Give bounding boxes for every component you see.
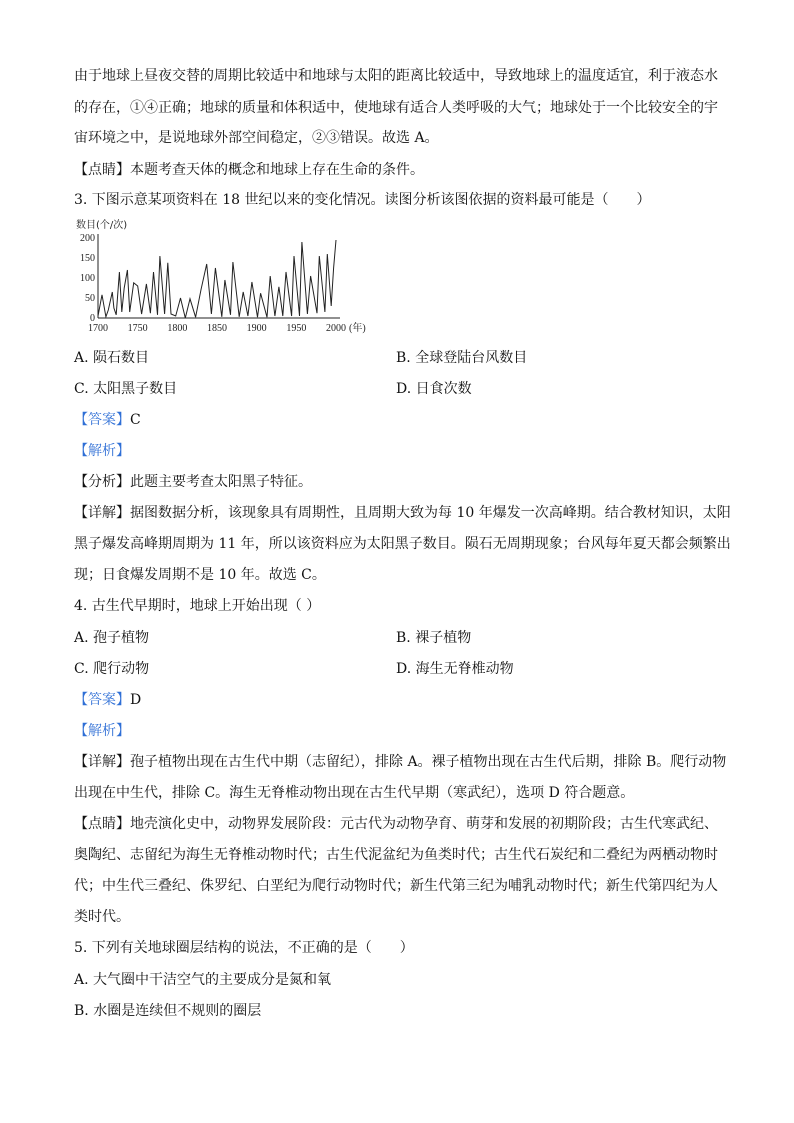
q5-option-a: A. 大气圈中干洁空气的主要成分是氮和氧 <box>74 972 332 988</box>
detail-text: 据图数据分析，该现象具有周期性，且周期大致为每 10 年爆发一次高峰期。结合教材知识，太阳 <box>130 505 731 521</box>
intro-line-1: 由于地球上昼夜交替的周期比较适中和地球与太阳的距离比较适中，导致地球上的温度适宜，利于液态水 <box>74 68 718 84</box>
q3-answer <box>74 410 722 430</box>
q4-detail-line-1 <box>74 752 727 772</box>
answer-tag: 【答案】 <box>74 692 130 708</box>
x-tick-label: 2000 <box>326 323 346 334</box>
point-text: 本题考查天体的概念和地球上存在生命的条件。 <box>130 162 424 178</box>
detail-tag: 【详解】 <box>74 754 130 770</box>
q4-point-line-2: 奥陶纪、志留纪为海生无脊椎动物时代；古生代泥盆纪为鱼类时代；古生代石炭纪和二叠纪为两栖动物时 <box>74 847 718 863</box>
q3-option-d: D. 日食次数 <box>396 381 472 397</box>
q4-detail-line-2: 出现在中生代，排除 C。海生无脊椎动物出现在古生代早期（寒武纪），选项 D 符合题意。 <box>74 785 635 801</box>
intro-point <box>74 160 722 180</box>
chart-xunit: (年) <box>349 323 366 334</box>
q3-analysis-tag <box>74 441 722 461</box>
q4-point-line-1 <box>74 814 722 834</box>
q5-option-b: B. 水圈是连续但不规则的圈层 <box>74 1003 262 1019</box>
intro-line-3: 宙环境之中，是说地球外部空间稳定，②③错误。故选 A。 <box>74 130 439 146</box>
x-tick-label: 1700 <box>88 323 108 334</box>
data-series-line <box>98 240 336 318</box>
chart-svg <box>74 218 374 340</box>
answer-tag: 【答案】 <box>74 412 130 428</box>
chart-ylabel: 数目(个/次) <box>76 220 128 231</box>
x-tick-label: 1900 <box>246 323 267 334</box>
y-tick-label: 200 <box>80 233 95 244</box>
y-tick-label: 0 <box>90 313 95 324</box>
q4-option-a: A. 孢子植物 <box>74 630 150 646</box>
point-tag: 【点睛】 <box>74 816 130 832</box>
q4-point-line-4: 类时代。 <box>74 909 130 925</box>
q5-stem: 5. 下列有关地球圈层结构的说法，不正确的是（ ） <box>74 940 414 956</box>
x-tick-label: 1750 <box>127 323 148 334</box>
y-tick-label: 150 <box>80 253 95 264</box>
q4-option-b: B. 裸子植物 <box>396 630 472 646</box>
q3-option-b: B. 全球登陆台风数目 <box>396 350 528 366</box>
q3-fenxi <box>74 472 722 492</box>
q4-point-line-3: 代；中生代三叠纪、侏罗纪、白垩纪为爬行动物时代；新生代第三纪为哺乳动物时代；新生代第四纪为人 <box>74 878 718 894</box>
q3-detail-line-2: 黑子爆发高峰期周期为 11 年，所以该资料应为太阳黑子数目。陨石无周期现象；台风每年夏天都会频繁出 <box>74 536 731 552</box>
fenxi-tag: 【分析】 <box>74 474 130 490</box>
q3-detail-line-3: 现；日食爆发周期不是 10 年。故选 C。 <box>74 567 326 583</box>
q4-option-d: D. 海生无脊椎动物 <box>396 661 514 677</box>
x-tick-label: 1800 <box>167 323 188 334</box>
q3-option-a: A. 陨石数目 <box>74 350 150 366</box>
answer-value: C <box>130 412 141 428</box>
x-tick-label: 1950 <box>286 323 307 334</box>
q4-stem: 4. 古生代早期时，地球上开始出现（ ） <box>74 598 321 614</box>
detail-text: 孢子植物出现在古生代中期（志留纪），排除 A。裸子植物出现在古生代后期，排除 B。爬行动物 <box>130 754 727 770</box>
q3-stem: 3. 下图示意某项资料在 18 世纪以来的变化情况。读图分析该图依据的资料最可能是（ ） <box>74 192 651 208</box>
y-tick-label: 50 <box>85 293 95 304</box>
fenxi-text: 此题主要考查太阳黑子特征。 <box>130 474 312 490</box>
answer-value: D <box>130 692 142 708</box>
q3-detail-line-1 <box>74 503 731 523</box>
q4-answer <box>74 690 722 710</box>
q3-option-c: C. 太阳黑子数目 <box>74 381 178 397</box>
sunspot-chart <box>74 218 374 340</box>
analysis-tag: 【解析】 <box>74 723 130 739</box>
analysis-tag: 【解析】 <box>74 443 130 459</box>
x-tick-label: 1850 <box>207 323 227 334</box>
point-tag: 【点睛】 <box>74 162 130 178</box>
point-text: 地壳演化史中，动物界发展阶段：元古代为动物孕育、萌芽和发展的初期阶段；古生代寒武纪、 <box>130 816 718 832</box>
y-tick-label: 100 <box>80 273 95 284</box>
q4-option-c: C. 爬行动物 <box>74 661 150 677</box>
intro-line-2: 的存在，①④正确；地球的质量和体积适中，使地球有适合人类呼吸的大气；地球处于一个比较安全的宇 <box>74 100 718 116</box>
q4-analysis-tag <box>74 721 722 741</box>
detail-tag: 【详解】 <box>74 505 130 521</box>
